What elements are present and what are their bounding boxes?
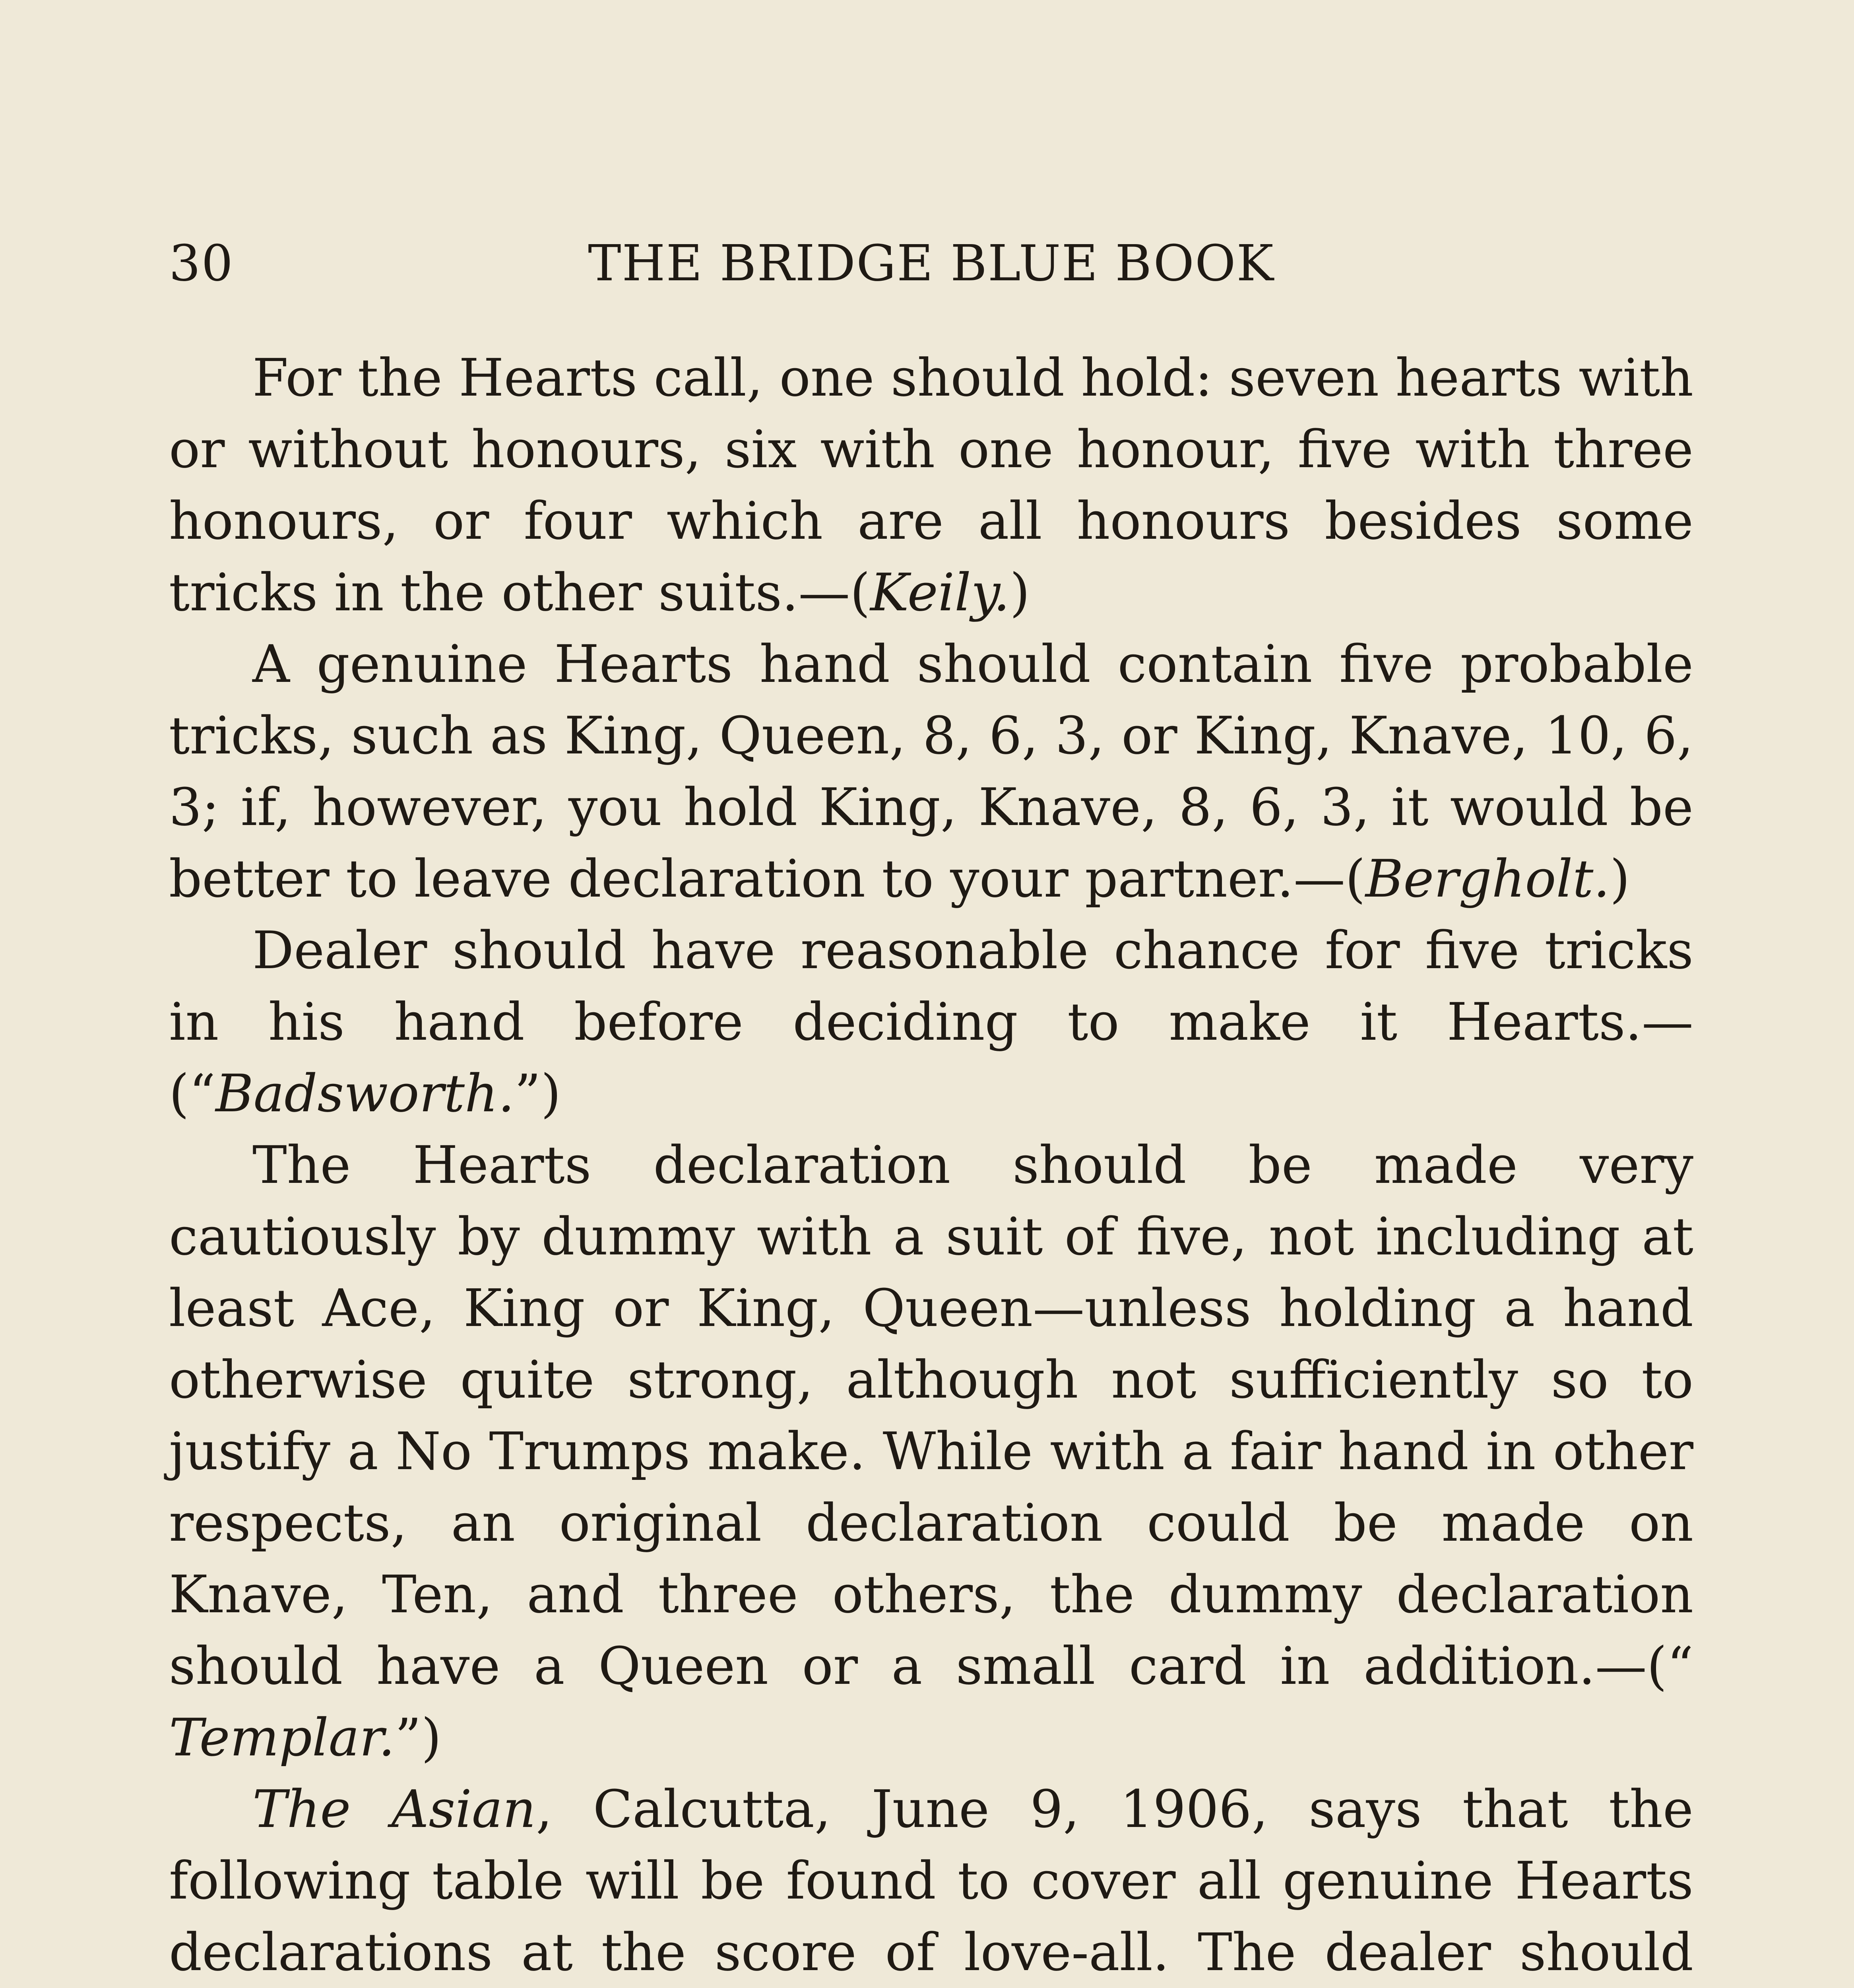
text-run: , Calcutta, June 9, 1906, says that the following table will be found to cover all genuine Hearts declarations at the score of love-all. The dealer should <box>169 1779 1693 1982</box>
paragraph <box>169 914 1693 1129</box>
page-number: 30 <box>169 235 234 292</box>
italic-text: Bergholt. <box>1365 848 1610 909</box>
text-run: The Hearts declaration should be made very cautiously by dummy with a suit of five, not including at least Ace, King or King, Queen—unless holding a hand otherwise quite strong, although not sufficiently so to justify a No Trumps make. While with a fair hand in other respects, an original declaration could be made on Knave, Ten, and three others, the dummy declaration should have a Queen or a small card in addition.—(“ <box>169 1135 1693 1696</box>
paragraph <box>169 628 1693 914</box>
paragraph <box>169 1773 1693 1988</box>
italic-text: Templar. <box>169 1707 395 1768</box>
page-header <box>169 235 1693 302</box>
text-run: ”) <box>395 1707 442 1768</box>
text-run: ”) <box>514 1063 561 1124</box>
paragraph <box>169 342 1693 628</box>
body-text <box>169 342 1693 1988</box>
text-run: A genuine Hearts hand should contain five probable tricks, such as King, Queen, 8, 6, 3, or King, Knave, 10, 6, 3; if, however, you hold King, Knave, 8, 6, 3, it would be better to leave declaration to your partner.—( <box>169 634 1693 909</box>
italic-text: The Asian <box>252 1779 536 1839</box>
italic-text: Keily. <box>870 562 1010 623</box>
text-run: For the Hearts call, one should hold: seven hearts with or without honours, six with one honour, five with three honours, or four which are all honours besides some tricks in the other suits.—( <box>169 348 1693 623</box>
running-title: THE BRIDGE BLUE BOOK <box>588 235 1274 292</box>
paragraph <box>169 1129 1693 1773</box>
text-run: ) <box>1010 562 1030 623</box>
text-run: ) <box>1610 848 1630 909</box>
text-run: Dealer should have reasonable chance for five tricks in his hand before deciding to make it Hearts.—(“ <box>169 920 1693 1124</box>
italic-text: Badsworth. <box>215 1063 515 1124</box>
